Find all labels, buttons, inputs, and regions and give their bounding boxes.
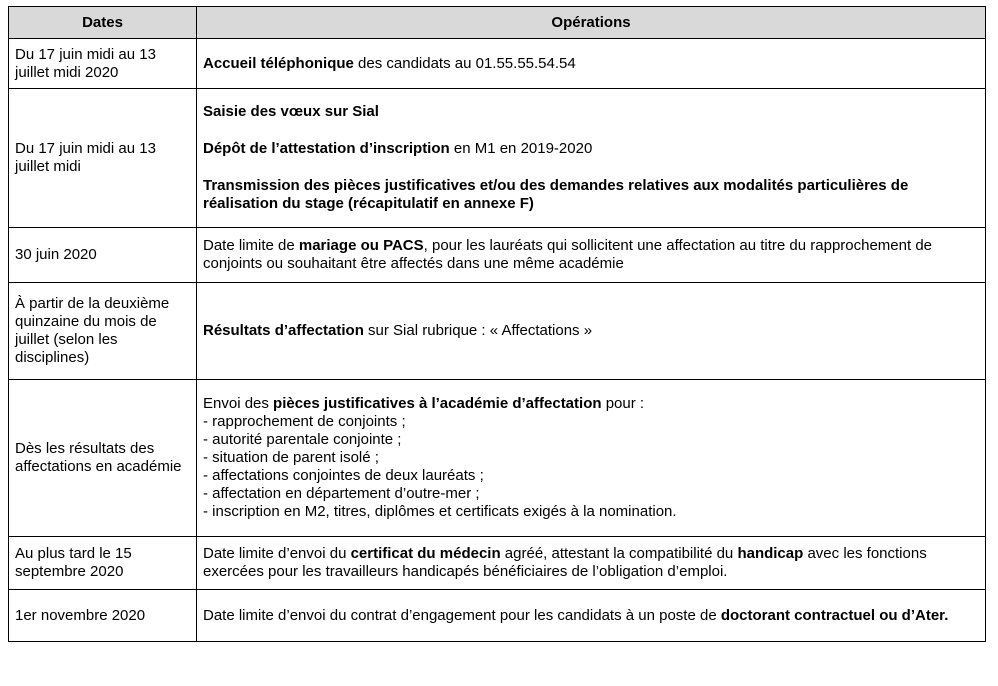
date-cell: 30 juin 2020 bbox=[9, 228, 197, 283]
table-row bbox=[9, 380, 986, 537]
header-row bbox=[9, 7, 986, 39]
table-row bbox=[9, 537, 986, 590]
header-operations: Opérations bbox=[197, 7, 986, 39]
header-dates: Dates bbox=[9, 7, 197, 39]
operation-cell: Accueil téléphonique des candidats au 01.55.55.54.54 bbox=[197, 39, 986, 89]
date-cell: À partir de la deuxième quinzaine du mois de juillet (selon les disciplines) bbox=[9, 283, 197, 380]
list-item: - affectation en département d’outre-mer ; bbox=[203, 485, 480, 502]
list-item: - situation de parent isolé ; bbox=[203, 449, 379, 466]
operation-cell: Envoi des pièces justificatives à l’académie d’affectation pour : - rapprochement de conjoints ; - autorité parentale conjointe ; - situation de parent isolé ; - affectations conjointes de deux lauréats ; - affectation en département d’outre-mer ; - inscription en M2, titres, diplômes et certificats exigés à la nomination. bbox=[197, 380, 986, 537]
table-row bbox=[9, 283, 986, 380]
list-item: - affectations conjointes de deux lauréats ; bbox=[203, 467, 484, 484]
table-row bbox=[9, 89, 986, 228]
table-row bbox=[9, 590, 986, 642]
operation-cell: Date limite de mariage ou PACS, pour les lauréats qui sollicitent une affectation au titre du rapprochement de conjoints ou souhaitant être affectés dans une même académie bbox=[197, 228, 986, 283]
operation-cell: Date limite d’envoi du contrat d’engagement pour les candidats à un poste de doctorant contractuel ou d’Ater. bbox=[197, 590, 986, 642]
list-item: - inscription en M2, titres, diplômes et certificats exigés à la nomination. bbox=[203, 503, 677, 520]
table-row bbox=[9, 228, 986, 283]
date-cell: Dès les résultats des affectations en académie bbox=[9, 380, 197, 537]
date-cell: Du 17 juin midi au 13 juillet midi 2020 bbox=[9, 39, 197, 89]
date-cell: Au plus tard le 15 septembre 2020 bbox=[9, 537, 197, 590]
table-row bbox=[9, 39, 986, 89]
operation-cell: Résultats d’affectation sur Sial rubrique : « Affectations » bbox=[197, 283, 986, 380]
operation-cell: Saisie des vœux sur Sial Dépôt de l’attestation d’inscription en M1 en 2019-2020 Transmission des pièces justificatives et/ou des demandes relatives aux modalités particulières de réalisation du stage (récapitulatif en annexe F) bbox=[197, 89, 986, 228]
operation-cell: Date limite d’envoi du certificat du médecin agréé, attestant la compatibilité du handicap avec les fonctions exercées pour les travailleurs handicapés bénéficiaires de l’obligation d’emploi. bbox=[197, 537, 986, 590]
date-cell: Du 17 juin midi au 13 juillet midi bbox=[9, 89, 197, 228]
date-cell: 1er novembre 2020 bbox=[9, 590, 197, 642]
schedule-table bbox=[8, 6, 986, 642]
list-item: - autorité parentale conjointe ; bbox=[203, 431, 402, 448]
list-item: - rapprochement de conjoints ; bbox=[203, 413, 406, 430]
